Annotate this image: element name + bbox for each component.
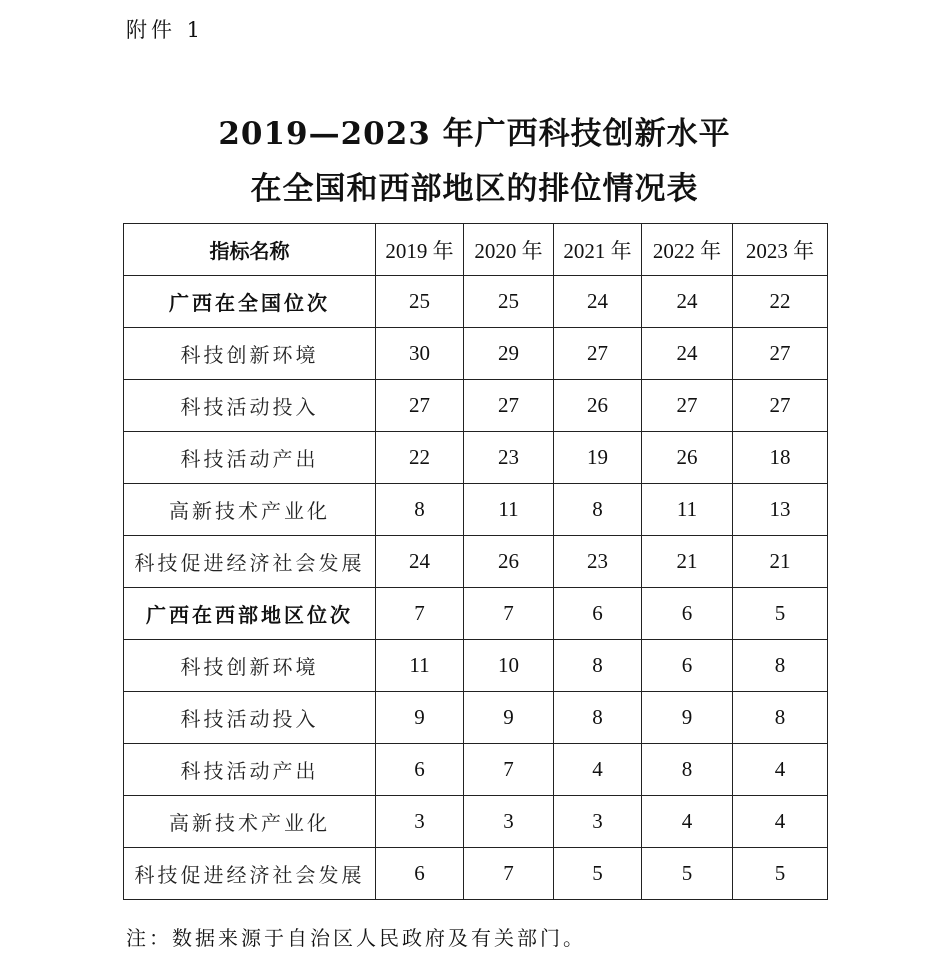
rank-value-cell: 24 (554, 276, 642, 328)
table-row (124, 328, 828, 380)
rank-value-cell: 3 (464, 796, 554, 848)
indicator-name-cell: 科技促进经济社会发展 (124, 848, 376, 900)
indicator-name-cell: 广西在西部地区位次 (124, 588, 376, 640)
rank-value-cell: 8 (642, 744, 733, 796)
rank-value-cell: 13 (733, 484, 828, 536)
table-row (124, 692, 828, 744)
table-body (124, 276, 828, 900)
rank-value-cell: 7 (464, 744, 554, 796)
rank-value-cell: 7 (464, 848, 554, 900)
rank-value-cell: 26 (554, 380, 642, 432)
rank-value-cell: 6 (376, 848, 464, 900)
rank-value-cell: 5 (642, 848, 733, 900)
indicator-name-cell: 科技促进经济社会发展 (124, 536, 376, 588)
indicator-name-cell: 科技创新环境 (124, 328, 376, 380)
rank-value-cell: 9 (464, 692, 554, 744)
rank-value-cell: 21 (642, 536, 733, 588)
table-row (124, 744, 828, 796)
rank-value-cell: 25 (376, 276, 464, 328)
rank-value-cell: 8 (733, 640, 828, 692)
header-row (124, 224, 828, 276)
rank-value-cell: 8 (554, 692, 642, 744)
rank-value-cell: 10 (464, 640, 554, 692)
table-row (124, 588, 828, 640)
rank-value-cell: 4 (733, 796, 828, 848)
rank-value-cell: 24 (376, 536, 464, 588)
rank-value-cell: 11 (642, 484, 733, 536)
rank-value-cell: 9 (642, 692, 733, 744)
header-indicator-name: 指标名称 (124, 224, 376, 276)
rank-value-cell: 6 (642, 640, 733, 692)
table-header (124, 224, 828, 276)
attachment-label: 附件 1 (126, 18, 205, 42)
rank-value-cell: 27 (733, 328, 828, 380)
rank-value-cell: 27 (554, 328, 642, 380)
ranking-table (123, 223, 828, 900)
rank-value-cell: 8 (733, 692, 828, 744)
header-year-2022: 2022 年 (642, 224, 733, 276)
rank-value-cell: 23 (464, 432, 554, 484)
rank-value-cell: 21 (733, 536, 828, 588)
header-year-2021: 2021 年 (554, 224, 642, 276)
rank-value-cell: 5 (554, 848, 642, 900)
rank-value-cell: 23 (554, 536, 642, 588)
document-title-line2: 在全国和西部地区的排位情况表 (250, 171, 699, 207)
rank-value-cell: 27 (642, 380, 733, 432)
rank-value-cell: 6 (554, 588, 642, 640)
indicator-name-cell: 科技活动产出 (124, 744, 376, 796)
rank-value-cell: 30 (376, 328, 464, 380)
table-row (124, 848, 828, 900)
table-row (124, 432, 828, 484)
rank-value-cell: 22 (376, 432, 464, 484)
indicator-name-cell: 科技活动产出 (124, 432, 376, 484)
table-row (124, 796, 828, 848)
rank-value-cell: 11 (376, 640, 464, 692)
indicator-name-cell: 科技活动投入 (124, 692, 376, 744)
rank-value-cell: 7 (464, 588, 554, 640)
rank-value-cell: 3 (554, 796, 642, 848)
indicator-name-cell: 科技活动投入 (124, 380, 376, 432)
rank-value-cell: 6 (376, 744, 464, 796)
rank-value-cell: 7 (376, 588, 464, 640)
rank-value-cell: 26 (642, 432, 733, 484)
rank-value-cell: 4 (733, 744, 828, 796)
table-row (124, 536, 828, 588)
indicator-name-cell: 高新技术产业化 (124, 484, 376, 536)
rank-value-cell: 5 (733, 588, 828, 640)
rank-value-cell: 25 (464, 276, 554, 328)
indicator-name-cell: 高新技术产业化 (124, 796, 376, 848)
table-row (124, 276, 828, 328)
rank-value-cell: 8 (554, 484, 642, 536)
table-row (124, 380, 828, 432)
rank-value-cell: 22 (733, 276, 828, 328)
rank-value-cell: 27 (733, 380, 828, 432)
rank-value-cell: 8 (554, 640, 642, 692)
header-year-2023: 2023 年 (733, 224, 828, 276)
rank-value-cell: 19 (554, 432, 642, 484)
rank-value-cell: 11 (464, 484, 554, 536)
rank-value-cell: 4 (642, 796, 733, 848)
table-row (124, 640, 828, 692)
rank-value-cell: 8 (376, 484, 464, 536)
rank-value-cell: 27 (376, 380, 464, 432)
rank-value-cell: 6 (642, 588, 733, 640)
header-year-2019: 2019 年 (376, 224, 464, 276)
rank-value-cell: 29 (464, 328, 554, 380)
indicator-name-cell: 广西在全国位次 (124, 276, 376, 328)
rank-value-cell: 27 (464, 380, 554, 432)
document-title-line1: 2019—2023 年广西科技创新水平 (218, 116, 731, 152)
rank-value-cell: 3 (376, 796, 464, 848)
rank-value-cell: 5 (733, 848, 828, 900)
rank-value-cell: 26 (464, 536, 554, 588)
table-row (124, 484, 828, 536)
rank-value-cell: 24 (642, 276, 733, 328)
header-year-2020: 2020 年 (464, 224, 554, 276)
rank-value-cell: 24 (642, 328, 733, 380)
source-note: 注：数据来源于自治区人民政府及有关部门。 (126, 926, 586, 950)
rank-value-cell: 4 (554, 744, 642, 796)
rank-value-cell: 9 (376, 692, 464, 744)
indicator-name-cell: 科技创新环境 (124, 640, 376, 692)
rank-value-cell: 18 (733, 432, 828, 484)
